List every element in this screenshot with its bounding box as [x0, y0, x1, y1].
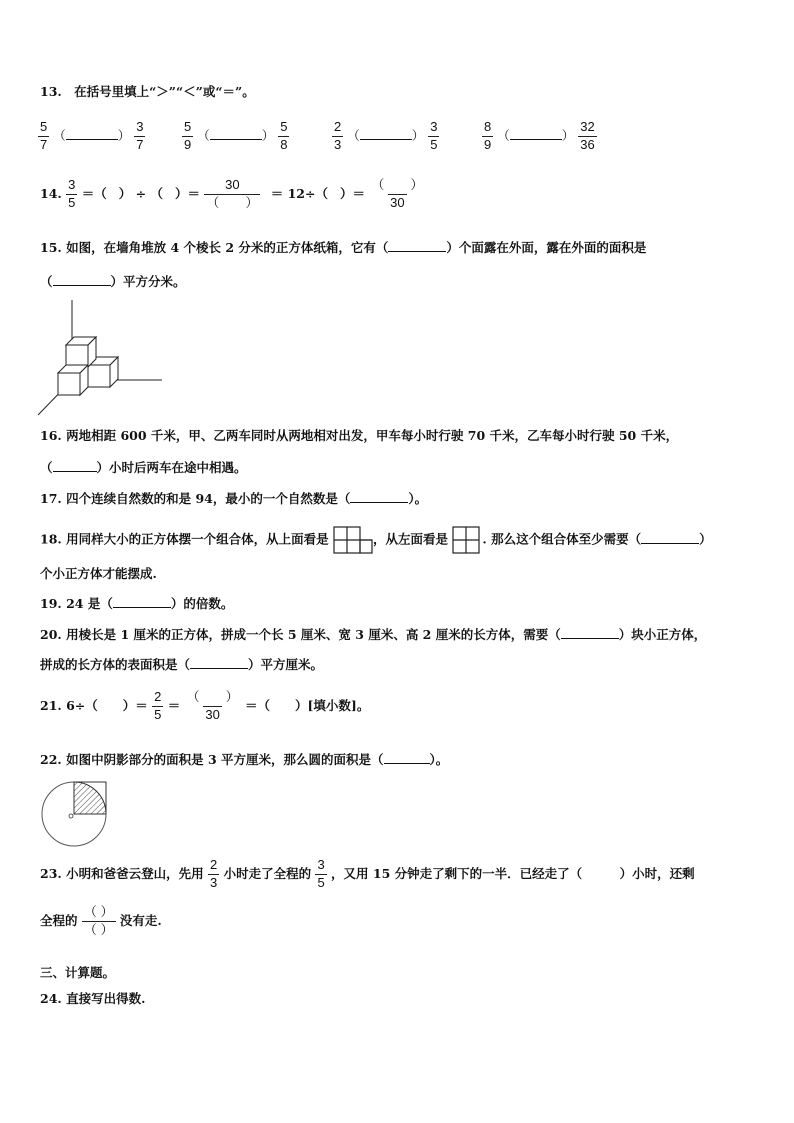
- question-number: 24.: [40, 991, 62, 1006]
- answer-blank[interactable]: [384, 763, 430, 764]
- q21-line: 21. 6÷（ ）＝ $\frac{2}{5}$ ＝ $\frac{( )}{30}$ ＝（ ）[填小数]。: [40, 689, 370, 722]
- section-title: 三、计算题。: [40, 965, 116, 980]
- question-number: 22.: [40, 752, 62, 767]
- question-number: 16.: [40, 428, 62, 443]
- answer-blank[interactable]: [388, 251, 446, 252]
- fraction: $\frac{( )}{( )}$: [83, 904, 114, 937]
- answer-blank[interactable]: [190, 668, 248, 669]
- q16-line1: 16. 两地相距 600 千米，甲、乙两车同时从两地相对出发，甲车每小时行驶 70 千米，乙车每小时行驶 50 千米，: [40, 428, 679, 443]
- question-text: 在括号里填上“＞”“＜”或“＝”。: [74, 84, 255, 99]
- fraction: $\frac{5}{7}$: [40, 119, 48, 152]
- q14-line: 14. $\frac{3}{5}$ ＝（ ） ÷ （ ）＝ $\frac{30}{( )}$ ＝ 12÷（ ）＝ $\frac{( )}{30}$: [40, 177, 424, 210]
- fraction: $\frac{3}{5}$: [317, 857, 325, 890]
- q20-line1: 20. 用棱长是 1 厘米的正方体，拼成一个长 5 厘米、宽 3 厘米、高 2 厘米的长方体，需要（ ）块小正方体，: [40, 627, 707, 642]
- fraction: $\frac{8}{9}$: [484, 119, 492, 152]
- q23-line1: 23. 小明和爸爸云登山，先用 $\frac{2}{3}$ 小时走了全程的 $\frac{3}{5}$ ，又用 15 分钟走了剩下的一半．已经走了（ ）小时，还剩: [40, 857, 695, 890]
- answer-blank[interactable]: [360, 139, 412, 140]
- circle-shaded-figure: [38, 776, 118, 850]
- fraction: $\frac{32}{36}$: [580, 119, 595, 152]
- fraction: $\frac{3}{5}$: [430, 119, 438, 152]
- answer-blank[interactable]: [350, 502, 408, 503]
- left-view-grid-icon: [452, 526, 482, 554]
- question-number: 17.: [40, 491, 62, 506]
- stacked-cubes-figure: [30, 295, 170, 420]
- fraction: $\frac{2}{3}$: [209, 857, 218, 890]
- answer-blank[interactable]: [66, 139, 118, 140]
- q17-line: 17. 四个连续自然数的和是 94，最小的一个自然数是（ ）。: [40, 491, 428, 506]
- q24-line: 24. 直接写出得数.: [40, 991, 146, 1006]
- q18-line2: 个小正方体才能摆成.: [40, 566, 157, 581]
- question-number: 21.: [40, 697, 62, 713]
- fraction: $\frac{30}{( )}$: [206, 177, 259, 210]
- question-number: 20.: [40, 627, 62, 642]
- q13-item-4: $\frac{8}{9}$ （ ） $\frac{32}{36}$: [484, 119, 595, 152]
- q13-item-1: $\frac{5}{7}$ （ ） $\frac{3}{7}$: [40, 119, 144, 152]
- answer-blank[interactable]: [210, 139, 262, 140]
- fraction: $\frac{2}{5}$: [154, 689, 162, 722]
- question-number: 15.: [40, 240, 62, 255]
- question-number: 19.: [40, 596, 62, 611]
- q20-line2: 拼成的长方体的表面积是（ ）平方厘米。: [40, 657, 324, 672]
- q15-line1: 15. 如图，在墙角堆放 4 个棱长 2 分米的正方体纸箱，它有（ ）个面露在外面，露在外面的面积是: [40, 240, 647, 255]
- fraction: $\frac{( )}{30}$: [186, 689, 239, 722]
- top-view-grid-icon: [333, 526, 373, 554]
- answer-blank[interactable]: [510, 139, 562, 140]
- answer-blank[interactable]: [113, 607, 171, 608]
- fraction: $\frac{3}{5}$: [68, 177, 76, 210]
- q23-line2: 全程的 $\frac{( )}{( )}$ 没有走.: [40, 904, 162, 937]
- q18-line1: 18. 用同样大小的正方体摆一个组合体，从上面看是 ，从左面看是 . 那么这个组合体至少需要（ ）: [40, 526, 712, 554]
- answer-blank[interactable]: [641, 543, 699, 544]
- q22-line: 22. 如图中阴影部分的面积是 3 平方厘米，那么圆的面积是（ ）。: [40, 752, 449, 767]
- question-number: 23.: [40, 865, 62, 881]
- fraction: $\frac{5}{9}$: [184, 119, 192, 152]
- answer-blank[interactable]: [561, 638, 619, 639]
- fraction: $\frac{5}{8}$: [280, 119, 288, 152]
- answer-blank[interactable]: [53, 471, 97, 472]
- question-number: 14.: [40, 185, 62, 201]
- answer-blank[interactable]: [53, 285, 111, 286]
- q19-line: 19. 24 是（ ）的倍数。: [40, 596, 234, 611]
- question-number: 13.: [40, 84, 62, 99]
- fraction: $\frac{3}{7}$: [136, 119, 144, 152]
- q13-line: [40, 82, 255, 100]
- fraction: $\frac{( )}{30}$: [371, 177, 424, 210]
- q13-item-2: $\frac{5}{9}$ （ ） $\frac{5}{8}$: [184, 119, 288, 152]
- question-number: 18.: [40, 531, 62, 547]
- q13-item-3: $\frac{2}{3}$ （ ） $\frac{3}{5}$: [334, 119, 438, 152]
- fraction: $\frac{2}{3}$: [334, 119, 342, 152]
- q16-line2: （ ）小时后两车在途中相遇。: [40, 460, 247, 475]
- q15-line2: （ ）平方分米。: [40, 274, 186, 289]
